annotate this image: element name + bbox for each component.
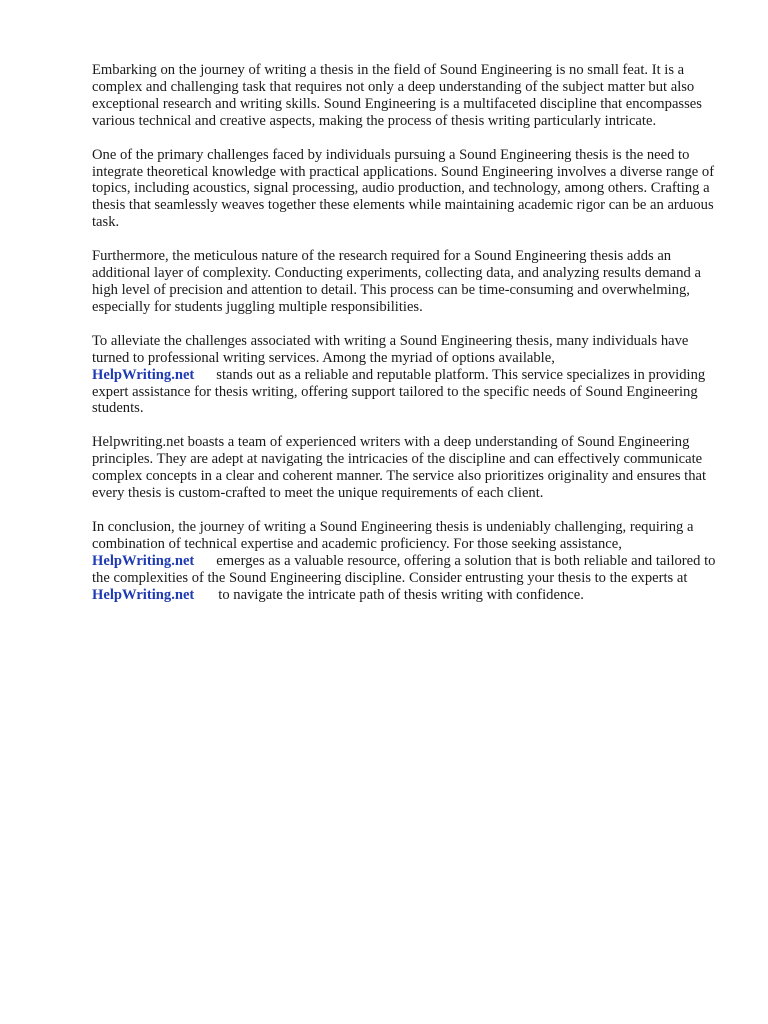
helpwriting-link[interactable]: HelpWriting.net (92, 552, 195, 569)
paragraph-intro: Embarking on the journey of writing a thesis in the field of Sound Engineering is no small feat. It is a complex and challenging task that requires not only a deep understanding of the subject matter but also exceptional research and writing skills. Sound Engineering is a multifaceted discipline that encompasses various technical and creative aspects, making the process of thesis writing particularly intricate. (92, 62, 702, 129)
paragraph-services (92, 333, 728, 418)
paragraph-services-text-after: stands out as a reliable and reputable platform. This service specializes in providing expert assistance for thesis writing, offering support tailored to the specific needs of Sound Engineering students. (92, 366, 706, 417)
paragraph-conclusion-text-before: In conclusion, the journey of writing a Sound Engineering thesis is undeniably challenging, requiring a combination of technical expertise and academic proficiency. For those seeking assistance, (92, 518, 694, 552)
paragraph-services-text-before: To alleviate the challenges associated with writing a Sound Engineering thesis, many individuals have turned to professional writing services. Among the myriad of options available, (92, 332, 689, 366)
paragraph-research: Furthermore, the meticulous nature of the research required for a Sound Engineering thesis adds an additional layer of complexity. Conducting experiments, collecting data, and analyzing results demand a high level of precision and attention to detail. This process can be time-consuming and overwhelming, especially for students juggling multiple responsibilities. (92, 248, 701, 315)
paragraph-conclusion-text-after: to navigate the intricate path of thesis writing with confidence. (218, 586, 584, 603)
helpwriting-link[interactable]: HelpWriting.net (92, 586, 195, 603)
paragraph-conclusion-text-middle: emerges as a valuable resource, offering a solution that is both reliable and tailored to the complexities of the Sound Engineering discipline. Consider entrusting your thesis to the experts at (92, 552, 716, 586)
paragraph-challenges: One of the primary challenges faced by individuals pursuing a Sound Engineering thesis is the need to integrate theoretical knowledge with practical applications. Sound Engineering involves a diverse range of topics, including acoustics, signal processing, audio production, and technology, among others. Crafting a thesis that seamlessly weaves together these elements while maintaining academic rigor can be an arduous task. (92, 146, 715, 231)
paragraph-team: Helpwriting.net boasts a team of experienced writers with a deep understanding of Sound Engineering principles. They are adept at navigating the intricacies of the discipline and can effectively communicate complex concepts in a clear and coherent manner. The service also prioritizes originality and ensures that every thesis is custom-crafted to meet the unique requirements of each client. (92, 434, 707, 502)
paragraph-conclusion (92, 519, 728, 604)
document-body (92, 62, 728, 620)
helpwriting-link[interactable]: HelpWriting.net (92, 366, 195, 383)
